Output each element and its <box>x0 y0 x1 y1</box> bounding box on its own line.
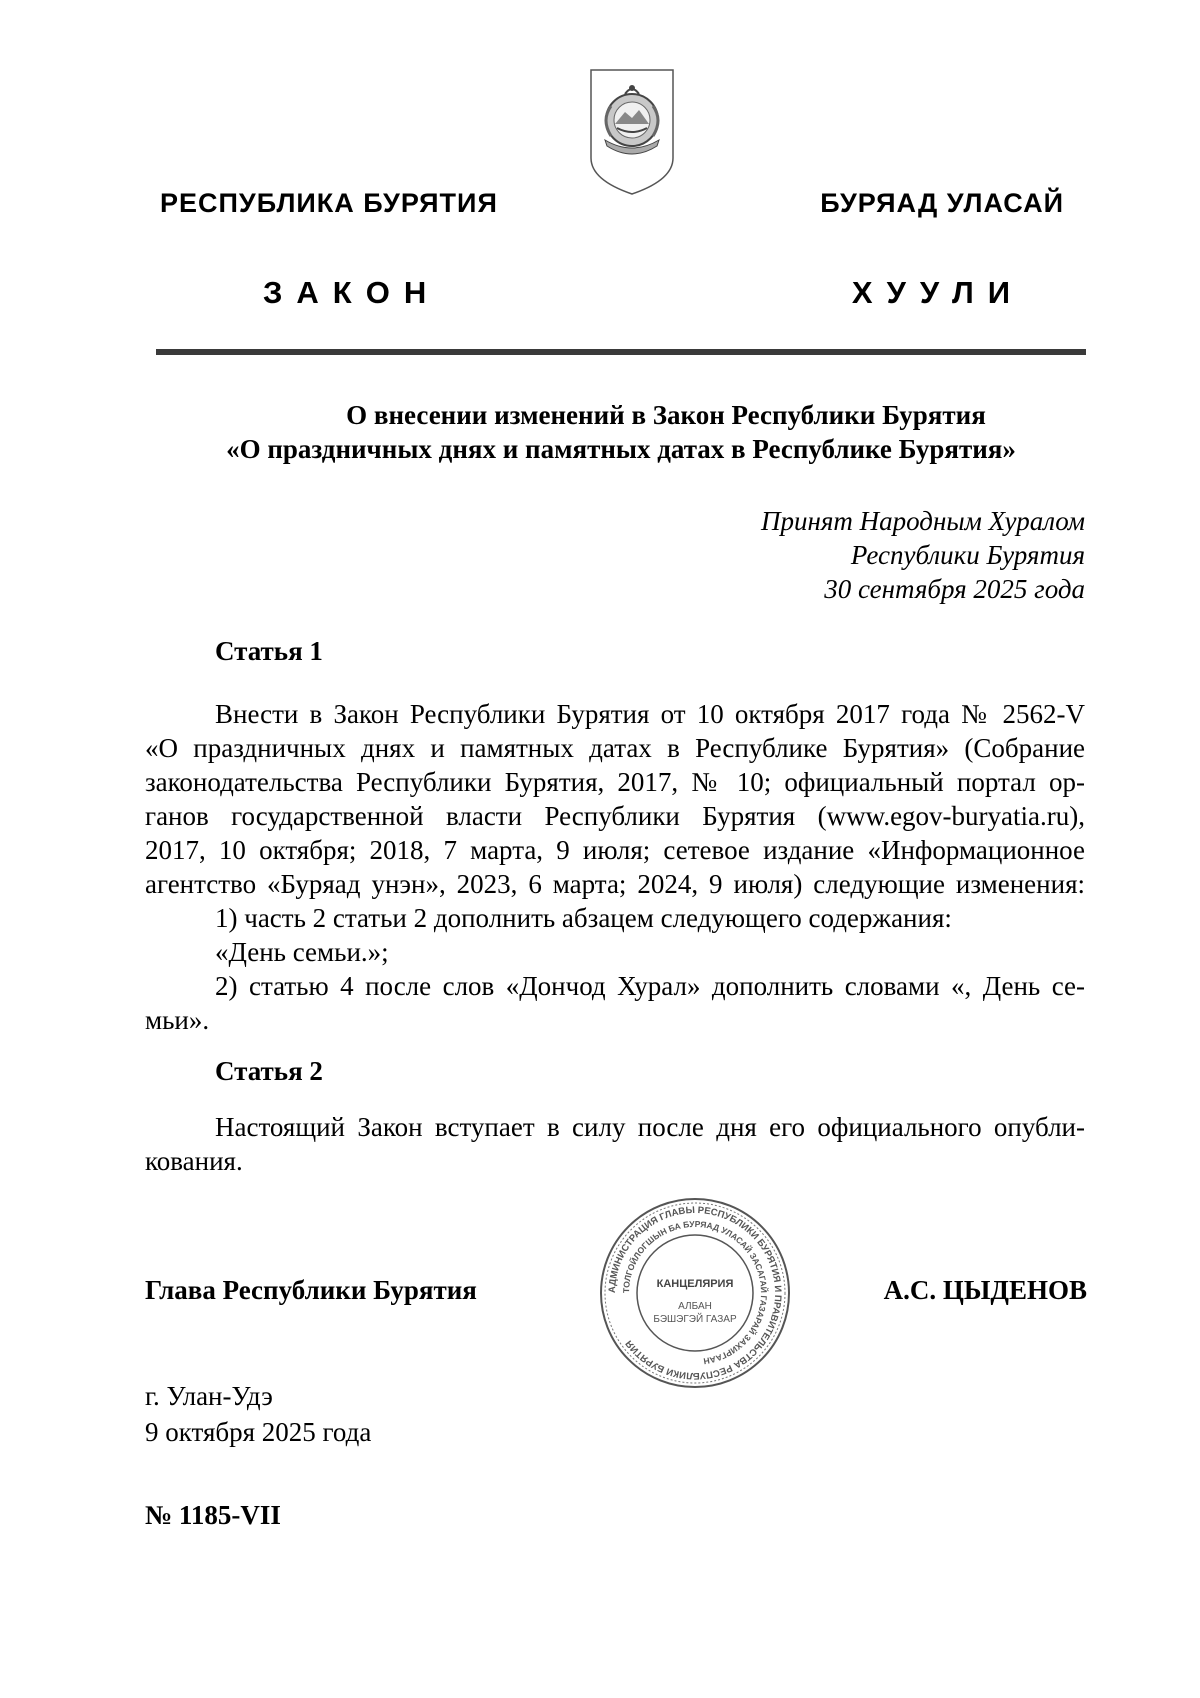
seal-center-line-3: БЭШЭГЭЙ ГАЗАР <box>653 1314 737 1325</box>
signatory-name: А.С. ЦЫДЕНОВ <box>883 1275 1087 1305</box>
adoption-date: 30 сентября 2025 года <box>824 574 1085 604</box>
law-title-line-1: О внесении изменений в Закон Республики Бурятия <box>346 400 986 430</box>
republic-name-ru: РЕСПУБЛИКА БУРЯТИЯ <box>160 188 498 218</box>
adoption-line-2: Республики Бурятия <box>850 540 1085 570</box>
seal-outer-text: АДМИНИСТРАЦИЯ ГЛАВЫ РЕСПУБЛИКИ БУРЯТИЯ И ПРАВИТЕЛЬСТВА РЕСПУБЛИКИ БУРЯТИЯ <box>606 1204 784 1382</box>
law-number: № 1185-VII <box>145 1500 281 1530</box>
article-1-heading: Статья 1 <box>215 636 323 666</box>
article-1-item-2: 2) статью 4 после слов «Дончод Хурал» дополнить словами «, День се- <box>215 971 1085 1001</box>
seal-inner-text: ТОЛГОЙЛОГШЫН БА БУРЯАД УЛАСАЙ ЗАСАГАЙ ГАЗАРАЙ ЗАХИРГААН <box>620 1218 770 1367</box>
coat-of-arms-icon <box>587 66 677 196</box>
seal-center-line-2: АЛБАН <box>678 1301 712 1312</box>
signing-date: 9 октября 2025 года <box>145 1417 372 1447</box>
article-1-item-2-end: мьи». <box>145 1005 210 1035</box>
article-1-line: «О праздничных днях и памятных датах в Республике Бурятия» (Собрание <box>145 733 1085 763</box>
official-seal-icon <box>597 1195 793 1391</box>
signatory-title: Глава Республики Бурятия <box>145 1275 477 1305</box>
svg-text:ТОЛГОЙЛОГШЫН БА БУРЯАД УЛАСАЙ <box>621 1219 770 1367</box>
article-2-line: Настоящий Закон вступает в силу после дня его официального опубли- <box>215 1112 1085 1142</box>
article-2-heading: Статья 2 <box>215 1056 323 1086</box>
article-1-line: ганов государственной власти Республики Бурятия (www.egov-buryatia.ru), <box>145 801 1085 831</box>
article-2-line: кования. <box>145 1146 243 1176</box>
place-and-date <box>145 1378 371 1450</box>
adoption-note <box>761 504 1085 606</box>
article-1-line: законодательства Республики Бурятия, 2017, № 10; официальный портал ор- <box>145 767 1085 797</box>
law-label-bua: ХУУЛИ <box>851 275 1024 310</box>
article-1-line: Внести в Закон Республики Бурятия от 10 октября 2017 года № 2562-V <box>215 699 1085 729</box>
article-1-line: 2017, 10 октября; 2018, 7 марта, 9 июля; сетевое издание «Информационное <box>145 835 1085 865</box>
article-1-body <box>145 697 1085 1037</box>
article-1-line: агентство «Буряад унэн», 2023, 6 марта; 2024, 9 июля) следующие изменения: <box>145 869 1085 899</box>
article-2-body <box>145 1110 1085 1178</box>
adoption-line-1: Принят Народным Хуралом <box>760 506 1085 536</box>
law-title-line-2: «О праздничных днях и памятных датах в Республике Бурятия» <box>226 434 1016 464</box>
signing-city: г. Улан-Удэ <box>145 1381 273 1411</box>
republic-name-bua: БУРЯАД УЛАСАЙ <box>820 188 1064 218</box>
seal-center-line-1: КАНЦЕЛЯРИЯ <box>656 1278 734 1290</box>
law-label-ru: ЗАКОН <box>263 275 441 310</box>
header-divider <box>156 349 1086 355</box>
article-1-item-1: 1) часть 2 статьи 2 дополнить абзацем следующего содержания: <box>215 903 952 933</box>
svg-text:АДМИНИСТРАЦИЯ ГЛАВЫ РЕСПУБЛИКИ <box>607 1205 783 1381</box>
article-1-item-1-quote: «День семьи.»; <box>215 937 389 967</box>
